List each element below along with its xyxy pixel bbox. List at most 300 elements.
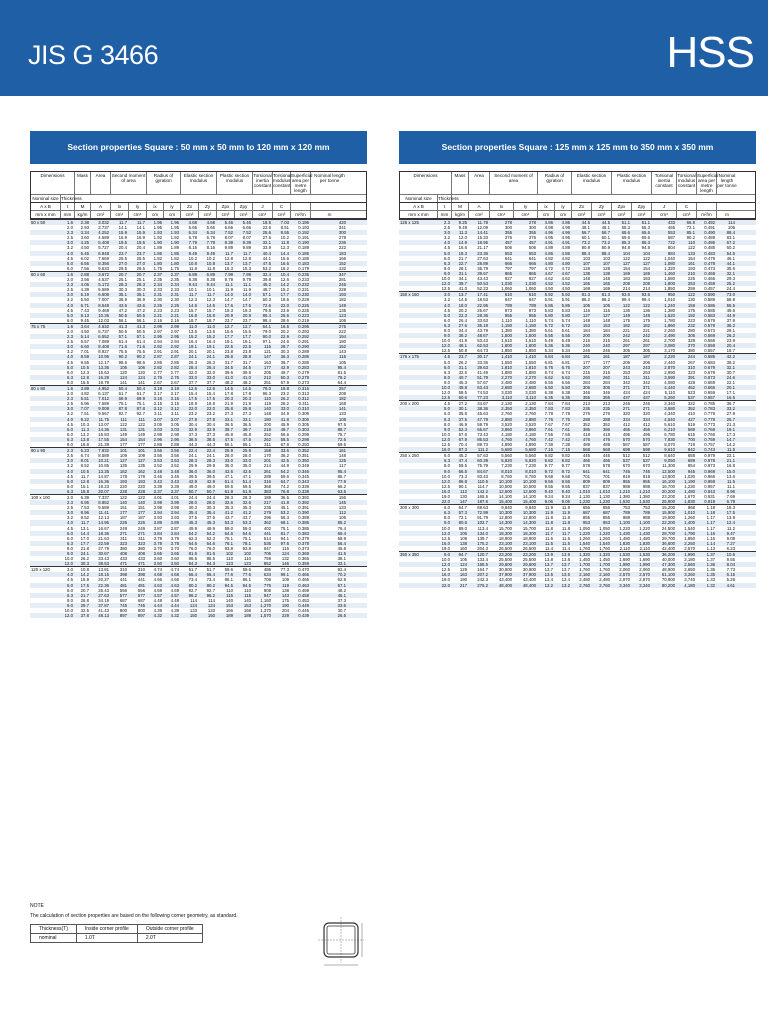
value-cell: 37,900 bbox=[498, 572, 512, 578]
value-cell: 670 bbox=[642, 463, 650, 469]
value-cell: 23,200 bbox=[522, 552, 536, 557]
value-cell: 39.63 bbox=[477, 364, 488, 370]
value-cell: 11.2 bbox=[726, 525, 735, 531]
value-cell: 189 bbox=[263, 494, 271, 500]
value-cell: 355 bbox=[528, 230, 536, 236]
value-cell: 5.80 bbox=[544, 312, 553, 318]
value-cell: 4.91 bbox=[561, 240, 570, 246]
value-cell: 2.94 bbox=[170, 339, 179, 345]
value-cell: 55.3 bbox=[641, 225, 650, 231]
value-cell: 5.91 bbox=[544, 297, 553, 303]
value-cell: 242 bbox=[642, 333, 650, 339]
value-cell: 2.5 bbox=[67, 453, 73, 459]
value-cell: 0.783 bbox=[704, 406, 715, 412]
value-cell: 9.47 bbox=[726, 530, 735, 536]
value-cell: 38.5 bbox=[206, 436, 215, 442]
value-cell: 2.30 bbox=[170, 297, 179, 303]
value-cell: 4.95 bbox=[561, 235, 570, 241]
value-cell: 9.06 bbox=[544, 499, 553, 505]
value-cell: 7.73 bbox=[726, 567, 735, 573]
value-cell: 7.27 bbox=[726, 540, 735, 546]
value-cell: 15.6 bbox=[224, 328, 233, 334]
value-cell: 0.191 bbox=[298, 235, 309, 241]
value-cell: 105 bbox=[602, 302, 610, 308]
left-table-body bbox=[30, 219, 367, 618]
value-cell: 6.0 bbox=[444, 453, 450, 459]
value-cell: 56.1 bbox=[136, 317, 145, 323]
value-cell: 328 bbox=[687, 338, 695, 344]
value-cell: 0.305 bbox=[298, 421, 309, 427]
value-cell: 6.84 bbox=[561, 354, 570, 360]
value-cell: 6.3 bbox=[444, 322, 450, 328]
value-cell: 33.6 bbox=[337, 602, 346, 608]
value-cell: 153 bbox=[225, 602, 233, 608]
value-cell: 4.44 bbox=[153, 602, 162, 608]
value-cell: 8.356 bbox=[98, 260, 109, 266]
value-cell: 72.99 bbox=[477, 510, 488, 516]
value-cell: 278 bbox=[504, 220, 512, 225]
value-cell: 1,150 bbox=[501, 322, 512, 328]
value-cell: 77.3 bbox=[280, 567, 289, 573]
value-cell: 158.5 bbox=[477, 562, 488, 568]
value-cell: 183 bbox=[622, 276, 630, 282]
value-cell: 8,010 bbox=[501, 468, 512, 474]
value-cell: 7.79 bbox=[188, 240, 197, 246]
header-group-10: Nominal length per tonne bbox=[717, 173, 737, 188]
value-cell: 64.4 bbox=[337, 379, 346, 385]
value-cell: 261 bbox=[642, 338, 650, 344]
value-cell: 14,300 bbox=[498, 520, 512, 526]
value-cell: 3.65 bbox=[153, 551, 162, 556]
value-cell: 1,610 bbox=[525, 338, 536, 344]
note-section bbox=[30, 903, 367, 943]
value-cell: 2.67 bbox=[170, 379, 179, 385]
value-cell: 92.7 bbox=[136, 411, 145, 417]
value-cell: 0.966 bbox=[704, 473, 715, 479]
value-cell: 5.50 bbox=[80, 297, 89, 303]
value-cell: 6.608 bbox=[98, 292, 109, 298]
value-cell: 2,250 bbox=[684, 540, 695, 546]
value-cell: 819 bbox=[642, 473, 650, 479]
value-cell: 26.2 bbox=[458, 359, 467, 365]
header-group-0: Dimensions bbox=[31, 172, 75, 194]
value-cell: 249 bbox=[137, 525, 145, 531]
value-cell: 156 bbox=[338, 494, 346, 500]
value-cell: 1,540 bbox=[599, 540, 610, 546]
value-cell: 4.39 bbox=[80, 287, 89, 293]
value-cell: 96.2 bbox=[188, 592, 197, 598]
value-cell: 10.0 bbox=[441, 338, 450, 344]
value-cell: 246 bbox=[602, 348, 610, 354]
value-cell: 83.1 bbox=[726, 235, 735, 241]
value-cell: 13.5 bbox=[188, 328, 197, 334]
value-cell: 244 bbox=[687, 354, 695, 360]
value-cell: 9.68 bbox=[561, 473, 570, 479]
value-cell: 61.7 bbox=[118, 391, 127, 397]
value-cell: 4.68 bbox=[206, 220, 215, 225]
value-cell: 214 bbox=[263, 463, 271, 469]
value-cell: 50.53 bbox=[477, 281, 488, 287]
value-cell: 759 bbox=[263, 556, 271, 562]
table-row bbox=[399, 583, 756, 588]
size-cell bbox=[399, 546, 437, 551]
value-cell: 4,890 bbox=[525, 442, 536, 448]
value-cell: 1,850 bbox=[501, 348, 512, 354]
value-cell: 7.83 bbox=[544, 406, 553, 412]
value-cell: 42.9 bbox=[280, 364, 289, 370]
value-cell: 27.6 bbox=[458, 322, 467, 328]
value-cell: 48,400 bbox=[522, 582, 536, 588]
value-cell: 4.48 bbox=[170, 597, 179, 603]
value-cell: 789 bbox=[528, 302, 536, 308]
value-cell: 2.21 bbox=[170, 312, 179, 318]
value-cell: 148 bbox=[263, 411, 271, 417]
value-cell: 92.7 bbox=[118, 411, 127, 417]
value-cell: 32.5 bbox=[80, 608, 89, 614]
value-cell: 57.1 bbox=[136, 334, 145, 340]
value-cell: 4,440 bbox=[664, 385, 675, 390]
value-cell: 0.309 bbox=[298, 411, 309, 417]
value-cell: 184 bbox=[582, 327, 590, 333]
value-cell: 95.4 bbox=[337, 468, 346, 474]
value-cell: 0.673 bbox=[704, 374, 715, 380]
value-cell: 1,790 bbox=[684, 530, 695, 536]
value-cell: 122 bbox=[687, 245, 695, 251]
value-cell: 109 bbox=[119, 453, 127, 459]
value-cell: 1.6 bbox=[67, 386, 73, 391]
value-cell: 5.36 bbox=[544, 343, 553, 349]
value-cell: 24.4 bbox=[188, 494, 197, 500]
value-cell: 21.7 bbox=[80, 592, 89, 598]
value-cell: 14.87 bbox=[98, 473, 109, 479]
value-cell: 0.491 bbox=[704, 225, 715, 231]
value-cell: 46.9 bbox=[458, 421, 467, 427]
value-cell: 56.7 bbox=[601, 230, 610, 236]
value-cell: 9.08 bbox=[726, 535, 735, 541]
value-cell: 310 bbox=[687, 364, 695, 370]
value-cell: 20.4 bbox=[118, 245, 127, 251]
value-cell: 362 bbox=[263, 520, 271, 526]
value-cell: 0.292 bbox=[298, 334, 309, 340]
value-cell: 39.7 bbox=[242, 426, 251, 432]
value-cell: 37.8 bbox=[80, 613, 89, 619]
value-cell: 43.43 bbox=[477, 276, 488, 282]
value-cell: 28.4 bbox=[188, 364, 197, 370]
left-banner: Section properties Square : 50 mm x 50 mm to 120 mm x 120 mm bbox=[30, 131, 367, 164]
value-cell: 70.2 bbox=[337, 572, 346, 578]
value-cell: 24.6 bbox=[726, 374, 735, 380]
value-cell: 16.0 bbox=[441, 488, 450, 494]
value-cell: 22.59 bbox=[98, 540, 109, 546]
size-cell: 150 x 150 bbox=[400, 292, 419, 298]
value-cell: 114 bbox=[208, 597, 215, 603]
value-cell: 284 bbox=[582, 379, 590, 385]
value-cell: 3.87 bbox=[170, 525, 179, 531]
value-cell: 28.2 bbox=[280, 401, 289, 407]
value-cell: 0.463 bbox=[298, 582, 309, 588]
value-cell: 102 bbox=[225, 551, 233, 556]
value-cell: 6.79 bbox=[726, 499, 735, 505]
value-cell: 2,480 bbox=[501, 379, 512, 385]
value-cell: 1.75 bbox=[170, 265, 179, 271]
value-cell: 700 bbox=[687, 436, 695, 442]
value-cell: 228 bbox=[338, 287, 346, 293]
value-cell: 2.0 bbox=[67, 277, 73, 283]
header-symbol: ix bbox=[538, 203, 555, 210]
value-cell: 1,130 bbox=[579, 493, 590, 499]
value-cell: 29.1 bbox=[726, 327, 735, 333]
value-cell: 6.76 bbox=[544, 364, 553, 370]
value-cell: 182 bbox=[338, 396, 346, 402]
value-cell: 28.4 bbox=[206, 364, 215, 370]
value-cell: 305 bbox=[642, 348, 650, 354]
value-cell: 34.5 bbox=[242, 364, 251, 370]
value-cell: 12.17 bbox=[98, 359, 109, 365]
value-cell: 441 bbox=[263, 530, 271, 536]
value-cell: 10.21 bbox=[98, 458, 109, 464]
value-cell: 63.5 bbox=[337, 488, 346, 494]
header-group-4: Radius of gyration bbox=[147, 172, 181, 194]
value-cell: 8.16 bbox=[206, 245, 215, 251]
value-cell: 342 bbox=[642, 379, 650, 385]
value-cell: 53.3 bbox=[224, 520, 233, 526]
header-unit: cm bbox=[147, 211, 164, 218]
value-cell: 10.0 bbox=[441, 385, 450, 390]
value-cell: 2,110 bbox=[639, 545, 650, 551]
value-cell: 10.1 bbox=[206, 287, 215, 293]
value-cell: 570 bbox=[622, 436, 630, 442]
value-cell: 53.2 bbox=[280, 510, 289, 516]
value-cell: 15.2 bbox=[206, 334, 215, 340]
value-cell: 105 bbox=[338, 359, 346, 365]
value-cell: 90.2 bbox=[118, 354, 127, 360]
value-cell: 177 bbox=[137, 442, 145, 448]
value-cell: 9.44 bbox=[188, 282, 197, 288]
value-cell: 229 bbox=[281, 613, 289, 619]
value-cell: 2.35 bbox=[170, 277, 179, 283]
value-cell: 119 bbox=[264, 401, 271, 407]
value-cell: 22.4 bbox=[188, 448, 197, 454]
value-cell: 0.369 bbox=[298, 551, 309, 556]
value-cell: 54.2 bbox=[206, 530, 215, 536]
value-cell: 19.79 bbox=[98, 379, 109, 385]
value-cell: 6.74 bbox=[544, 369, 553, 375]
value-cell: 4.32 bbox=[170, 613, 179, 619]
value-cell: 0.299 bbox=[298, 431, 309, 437]
value-cell: 150 bbox=[207, 613, 215, 619]
value-cell: 23.7 bbox=[458, 354, 467, 360]
value-cell: 4,180 bbox=[684, 582, 695, 588]
value-cell: 44.5 bbox=[581, 220, 590, 225]
value-cell: 2.26 bbox=[170, 302, 179, 308]
value-cell: 6.0 bbox=[67, 369, 73, 375]
value-cell: 12.0 bbox=[458, 235, 467, 241]
value-cell: 177 bbox=[137, 510, 145, 516]
value-cell: 9.06 bbox=[561, 499, 570, 505]
value-cell: 276.2 bbox=[477, 582, 488, 588]
value-cell: 21.7 bbox=[458, 255, 467, 261]
size-cell: 120 x 120 bbox=[31, 567, 50, 573]
value-cell: 10,500 bbox=[498, 483, 512, 489]
value-cell: 102.7 bbox=[477, 520, 488, 526]
value-cell: 553 bbox=[504, 250, 512, 256]
value-cell: 14,100 bbox=[498, 493, 512, 499]
value-cell: 789 bbox=[622, 510, 630, 516]
value-cell: 537 bbox=[642, 458, 650, 464]
value-cell: 34.4 bbox=[458, 327, 467, 333]
value-cell: 14.2 bbox=[280, 282, 289, 288]
value-cell: 7.089 bbox=[98, 339, 109, 345]
size-cell: 350 x 350 bbox=[400, 552, 419, 557]
value-cell: 57.9 bbox=[280, 379, 289, 385]
value-cell: 11.7 bbox=[136, 220, 145, 225]
value-cell: 15,700 bbox=[498, 525, 512, 531]
value-cell: 0.293 bbox=[298, 442, 309, 448]
table-row bbox=[30, 442, 367, 447]
value-cell: 46.1 bbox=[726, 255, 735, 261]
value-cell: 51.7 bbox=[188, 567, 197, 573]
value-cell: 570 bbox=[642, 436, 650, 442]
value-cell: 14.5 bbox=[458, 297, 467, 303]
value-cell: 11.5 bbox=[561, 540, 570, 546]
value-cell: 45.8 bbox=[242, 431, 251, 437]
value-cell: 8.96 bbox=[726, 488, 735, 494]
value-cell: 15.2 bbox=[280, 287, 289, 293]
value-cell: 1,370 bbox=[260, 608, 271, 614]
value-cell: 11.7 bbox=[544, 530, 553, 536]
value-cell: 386 bbox=[582, 426, 590, 432]
value-cell: 4.06 bbox=[80, 282, 89, 288]
header-row-titles bbox=[400, 172, 755, 194]
value-cell: 408 bbox=[119, 551, 127, 556]
value-cell: 455 bbox=[642, 426, 650, 432]
value-cell: 6.0 bbox=[67, 431, 73, 437]
value-cell: 15,200 bbox=[661, 505, 675, 511]
value-cell: 2.88 bbox=[153, 442, 162, 448]
value-cell: 3,030 bbox=[501, 390, 512, 396]
value-cell: 43,400 bbox=[498, 577, 512, 583]
value-cell: 3.56 bbox=[153, 448, 162, 454]
value-cell: 16.4 bbox=[206, 339, 215, 345]
value-cell: 6.66 bbox=[224, 225, 233, 231]
value-cell: 323 bbox=[687, 369, 695, 375]
value-cell: 8.16 bbox=[188, 245, 197, 251]
value-cell: 15.3 bbox=[242, 265, 251, 271]
value-cell: 489 bbox=[602, 442, 610, 448]
value-cell: 380 bbox=[119, 545, 127, 551]
value-cell: 18.2 bbox=[280, 265, 289, 271]
value-cell: 217 bbox=[459, 582, 467, 588]
value-cell: 4.5 bbox=[67, 307, 73, 313]
value-cell: 3.39 bbox=[153, 483, 162, 489]
value-cell: 2.5 bbox=[67, 235, 73, 241]
value-cell: 18.0 bbox=[458, 302, 467, 308]
value-cell: 59.0 bbox=[242, 525, 251, 531]
value-cell: 15.2 bbox=[188, 334, 197, 340]
value-cell: 23,200 bbox=[498, 552, 512, 557]
value-cell: 0.235 bbox=[298, 271, 309, 277]
value-cell: 3.0 bbox=[444, 230, 450, 236]
value-cell: 56.4 bbox=[337, 540, 346, 546]
value-cell: 368 bbox=[263, 483, 271, 489]
value-cell: 9.567 bbox=[98, 411, 109, 417]
value-cell: 0.179 bbox=[298, 265, 309, 271]
value-cell: 5.0 bbox=[67, 426, 73, 432]
value-cell: 24.4 bbox=[726, 286, 735, 292]
size-cell bbox=[30, 318, 60, 323]
value-cell: 11.7 bbox=[80, 473, 89, 479]
value-cell: 4.0 bbox=[67, 354, 73, 360]
right-table-panel bbox=[399, 131, 756, 588]
value-cell: 2.82 bbox=[170, 364, 179, 370]
value-cell: 5.55 bbox=[544, 333, 553, 339]
value-cell: 36.5 bbox=[242, 421, 251, 427]
value-cell: 6.0 bbox=[67, 535, 73, 541]
value-cell: 7,230 bbox=[525, 463, 536, 469]
value-cell: 3.2 bbox=[67, 411, 73, 417]
value-cell: 17.5 bbox=[726, 510, 735, 516]
value-cell: 800 bbox=[119, 608, 127, 614]
value-cell: 5.55 bbox=[561, 333, 570, 339]
value-cell: 50.5 bbox=[136, 328, 145, 334]
value-cell: 19.5 bbox=[118, 240, 127, 246]
value-cell: 1,380 bbox=[619, 493, 630, 499]
value-cell: 114 bbox=[728, 220, 735, 225]
value-cell: 4.82 bbox=[544, 255, 553, 261]
value-cell: 16.5 bbox=[726, 395, 735, 401]
value-cell: 59.0 bbox=[224, 525, 233, 531]
value-cell: 4.44 bbox=[170, 602, 179, 608]
value-cell: 18,900 bbox=[498, 535, 512, 541]
value-cell: 13.8 bbox=[561, 557, 570, 563]
value-cell: 17.8 bbox=[242, 391, 251, 397]
value-cell: 26.5 bbox=[337, 613, 346, 619]
value-cell: 116 bbox=[583, 307, 590, 313]
value-cell: 48.13 bbox=[98, 613, 109, 619]
value-cell: 0.231 bbox=[298, 287, 309, 293]
value-cell: 23.9 bbox=[726, 338, 735, 344]
value-cell: 56.3 bbox=[280, 515, 289, 521]
value-cell: 383 bbox=[263, 488, 271, 494]
value-cell: 6.3 bbox=[444, 260, 450, 266]
value-cell: 687 bbox=[137, 597, 145, 603]
value-cell: 18.8 bbox=[188, 401, 197, 407]
value-cell: 8.07 bbox=[224, 235, 233, 241]
value-cell: 837 bbox=[602, 483, 610, 489]
value-cell: 852 bbox=[263, 561, 271, 567]
value-cell: 6.56 bbox=[80, 260, 89, 266]
value-cell: 8.0 bbox=[444, 265, 450, 271]
header-symbol: A x B bbox=[400, 203, 438, 210]
value-cell: 1,780 bbox=[664, 317, 675, 323]
value-cell: 12.5 bbox=[441, 286, 450, 292]
value-cell: 212 bbox=[263, 374, 271, 380]
value-cell: 1,100 bbox=[639, 520, 650, 526]
value-cell: 1.82 bbox=[170, 255, 179, 261]
value-cell: 81.6 bbox=[206, 551, 215, 556]
value-cell: 3.50 bbox=[153, 561, 162, 567]
value-cell: 3.52 bbox=[170, 463, 179, 469]
value-cell: 0.466 bbox=[298, 572, 309, 578]
value-cell: 0.490 bbox=[704, 230, 715, 236]
standard-title: JIS G 3466 bbox=[28, 40, 159, 70]
value-cell: 204.3 bbox=[477, 545, 488, 551]
value-cell: 7.669 bbox=[98, 255, 109, 261]
value-cell: 15.8 bbox=[80, 488, 89, 494]
value-cell: 165 bbox=[602, 281, 610, 287]
value-cell: 0.293 bbox=[298, 328, 309, 334]
value-cell: 5.86 bbox=[544, 302, 553, 308]
